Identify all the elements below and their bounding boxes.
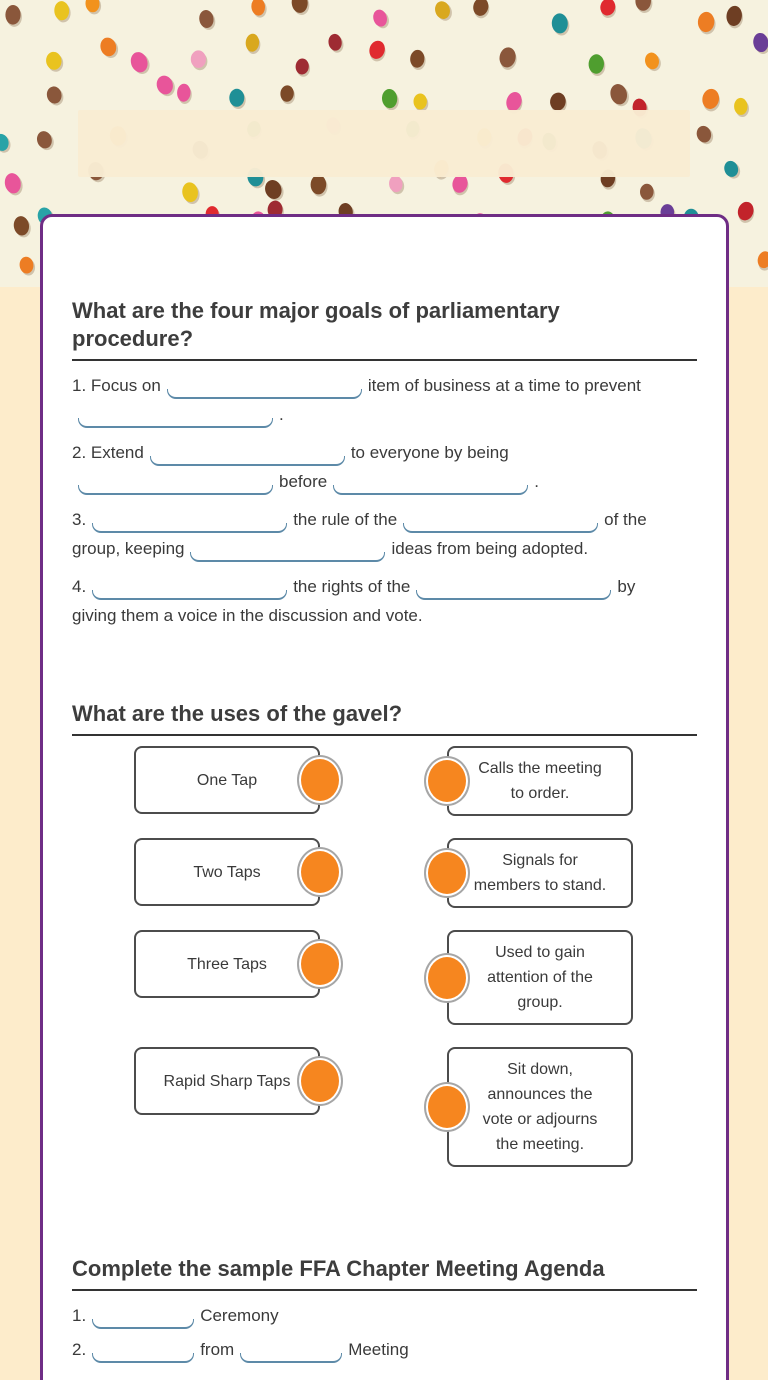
match-handle-icon[interactable] (426, 955, 468, 1001)
match-right-label: Sit down, announces the vote or adjourns the meeting. (482, 1061, 598, 1153)
match-handle-icon[interactable] (299, 849, 341, 895)
agenda-text: 1. (72, 1306, 87, 1325)
agenda-text: from (200, 1340, 235, 1359)
question-text: giving them a voice in the discussion and vote. (72, 606, 423, 625)
question-text: 1. Focus on (72, 376, 161, 395)
answer-blank[interactable] (190, 552, 385, 562)
answer-blank[interactable] (240, 1353, 342, 1363)
match-left-box (134, 746, 320, 814)
matching-exercise (72, 746, 697, 1167)
match-left-box (134, 838, 320, 906)
section-divider (72, 1289, 697, 1291)
answer-blank[interactable] (78, 485, 273, 495)
answer-blank[interactable] (167, 389, 362, 399)
match-left-label: Three Taps (187, 955, 267, 973)
question-text: 3. (72, 510, 87, 529)
section-divider (72, 359, 697, 361)
question-4-line-1 (72, 572, 697, 601)
agenda-text: Meeting (348, 1340, 409, 1359)
question-3-line-2 (72, 534, 697, 563)
match-handle-icon[interactable] (299, 941, 341, 987)
answer-blank[interactable] (78, 418, 273, 428)
match-handle-icon[interactable] (299, 757, 341, 803)
agenda-list (72, 1299, 697, 1367)
match-right-box (447, 838, 633, 908)
question-1-line-1 (72, 371, 697, 400)
match-handle-icon[interactable] (426, 1084, 468, 1130)
agenda-section-title: Complete the sample FFA Chapter Meeting Agenda (72, 1256, 605, 1281)
match-right-box (447, 1047, 633, 1167)
match-right-box (447, 746, 633, 816)
goals-questions (72, 371, 697, 630)
question-text: . (534, 472, 539, 491)
question-2-line-1 (72, 438, 697, 467)
section-goals (72, 297, 697, 630)
match-row-2 (72, 838, 697, 908)
agenda-item-1 (72, 1299, 697, 1333)
answer-blank[interactable] (403, 523, 598, 533)
question-2 (72, 438, 697, 496)
match-left-box (134, 930, 320, 998)
question-text: . (279, 405, 284, 424)
question-text: before (279, 472, 328, 491)
answer-blank[interactable] (333, 485, 528, 495)
question-1-line-2 (72, 400, 697, 429)
goals-section-title: What are the four major goals of parliamentary procedure? (72, 298, 560, 351)
match-left-label: Rapid Sharp Taps (163, 1072, 291, 1090)
question-4 (72, 572, 697, 630)
question-text: the rights of the (293, 577, 411, 596)
answer-blank[interactable] (150, 456, 345, 466)
question-text: 4. (72, 577, 87, 596)
question-text: group, keeping (72, 539, 185, 558)
worksheet-card (40, 214, 729, 1380)
match-right-label: Calls the meeting to order. (478, 760, 602, 802)
match-left-box (134, 1047, 320, 1115)
question-text: 2. Extend (72, 443, 144, 462)
answer-blank[interactable] (92, 1319, 194, 1329)
question-2-line-2 (72, 467, 697, 496)
answer-blank[interactable] (416, 590, 611, 600)
section-agenda (72, 1255, 697, 1367)
question-text: item of business at a time to prevent (367, 376, 641, 395)
answer-blank[interactable] (92, 1353, 194, 1363)
match-handle-icon[interactable] (299, 1058, 341, 1104)
match-handle-icon[interactable] (426, 758, 468, 804)
question-1 (72, 371, 697, 429)
section-divider (72, 734, 697, 736)
question-text: ideas from being adopted. (391, 539, 589, 558)
question-text: of the (604, 510, 647, 529)
question-text: to everyone by being (350, 443, 509, 462)
match-row-3 (72, 930, 697, 1025)
match-right-box (447, 930, 633, 1025)
answer-blank[interactable] (92, 523, 287, 533)
question-text: the rule of the (293, 510, 398, 529)
question-3-line-1 (72, 505, 697, 534)
match-left-label: Two Taps (193, 863, 261, 881)
agenda-text: 2. (72, 1340, 87, 1359)
question-text: by (617, 577, 636, 596)
match-left-label: One Tap (196, 771, 258, 789)
match-row-1 (72, 746, 697, 816)
gavel-section-title: What are the uses of the gavel? (72, 701, 403, 726)
section-gavel (72, 700, 697, 1167)
agenda-item-2 (72, 1333, 697, 1367)
question-3 (72, 505, 697, 563)
answer-blank[interactable] (92, 590, 287, 600)
match-right-label: Signals for members to stand. (473, 852, 607, 894)
header-banner (78, 110, 690, 177)
match-handle-icon[interactable] (426, 850, 468, 896)
question-4-line-2 (72, 601, 697, 630)
match-right-label: Used to gain attention of the group. (487, 944, 593, 1011)
match-row-4 (72, 1047, 697, 1167)
agenda-text: Ceremony (200, 1306, 279, 1325)
